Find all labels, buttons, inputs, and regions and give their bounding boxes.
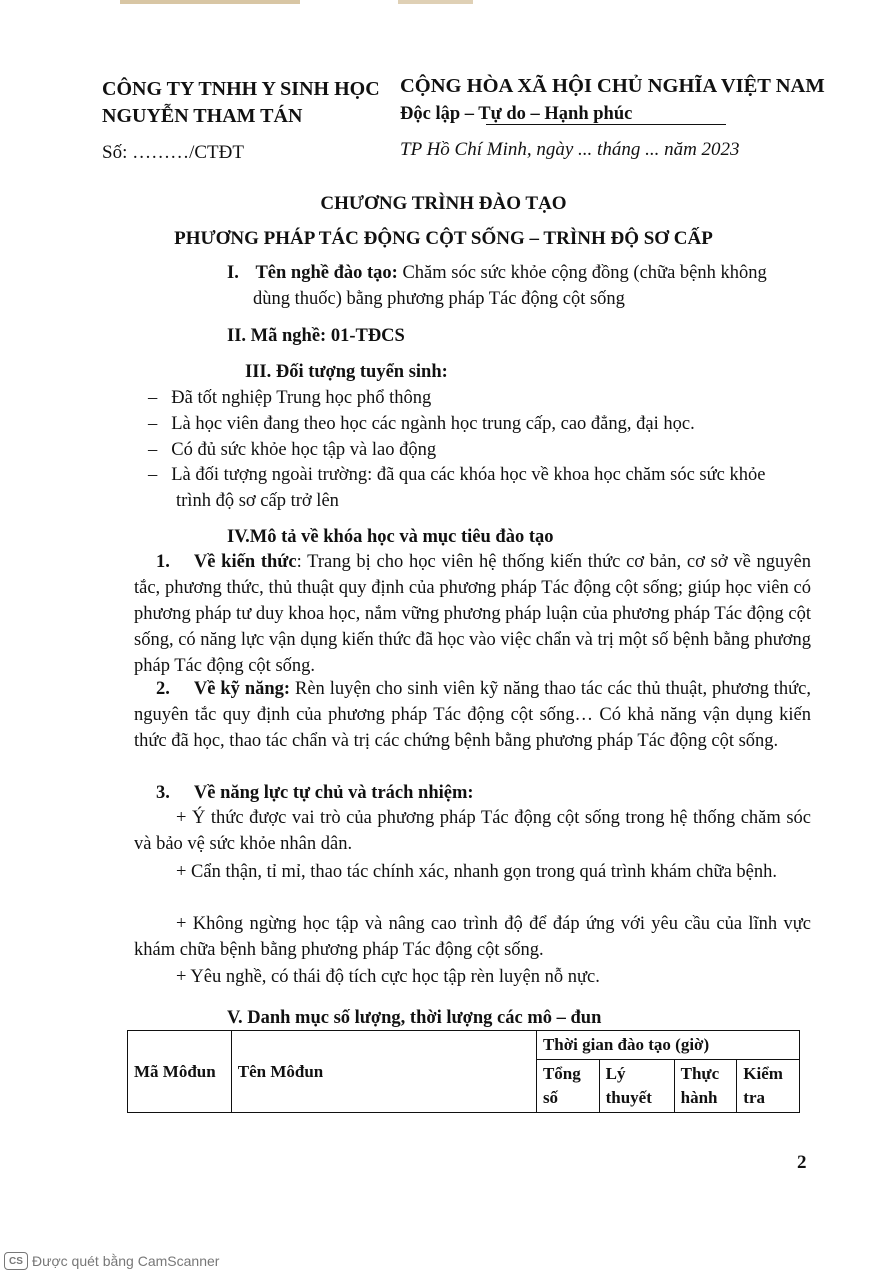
section-1-number: I. <box>227 263 239 283</box>
scan-edge-mark <box>398 0 473 4</box>
section-2-value: 01-TĐCS <box>330 326 405 346</box>
program-subtitle: PHƯƠNG PHÁP TÁC ĐỘNG CỘT SỐNG – TRÌNH ĐỘ SƠ CẤP <box>174 228 713 249</box>
scanner-watermark <box>4 1252 219 1270</box>
section-2 <box>227 323 405 349</box>
list-item: – Là học viên đang theo học các ngành học trung cấp, cao đẳng, đại học. <box>148 414 695 434</box>
section-5-heading: V. Danh mục số lượng, thời lượng các mô – đun <box>227 1008 602 1028</box>
col-header-code: Mã Môđun <box>128 1031 232 1113</box>
scan-edge-mark <box>120 0 300 4</box>
national-motto-text: Độc lập – Tự do – Hạnh phúc <box>400 104 633 124</box>
document-number: Số: ………/CTĐT <box>102 142 244 163</box>
scanner-watermark-text: Được quét bằng CamScanner <box>32 1253 220 1269</box>
autonomy-bullet: + Yêu nghề, có thái độ tích cực học tập rèn luyện nỗ nực. <box>176 967 600 987</box>
autonomy-bullet: + Cẩn thận, tỉ mỉ, thao tác chính xác, nhanh gọn trong quá trình khám chữa bệnh. <box>176 862 778 882</box>
national-motto <box>400 104 632 125</box>
company-name-line1: CÔNG TY TNHH Y SINH HỌC <box>102 78 380 100</box>
module-table <box>127 1030 800 1113</box>
section-1-text-line2: dùng thuốc) bằng phương pháp Tác động cột sống <box>253 289 625 309</box>
col-header-practice: Thực hành <box>674 1060 737 1113</box>
nation-title: CỘNG HÒA XÃ HỘI CHỦ NGHĨA VIỆT NAM <box>400 75 825 97</box>
program-title: CHƯƠNG TRÌNH ĐÀO TẠO <box>320 193 567 214</box>
autonomy-bullet: + Ý thức được vai trò của phương pháp Tác động cột sống trong hệ thống chăm sóc và bảo vệ sức khỏe nhân dân. <box>134 808 811 854</box>
col-header-total: Tổng số <box>536 1060 599 1113</box>
col-header-name: Tên Môđun <box>231 1031 536 1113</box>
autonomy-heading: 3. Về năng lực tự chủ và trách nhiệm: <box>156 783 474 803</box>
company-name-line2: NGUYỄN THAM TÁN <box>102 105 303 127</box>
col-header-time: Thời gian đào tạo (giờ) <box>536 1031 799 1060</box>
place-date: TP Hồ Chí Minh, ngày ... tháng ... năm 2023 <box>400 139 740 160</box>
section-1-label: Tên nghề đào tạo: <box>255 263 398 283</box>
section-4-heading: IV.Mô tả về khóa học và mục tiêu đào tạo <box>227 527 554 547</box>
col-header-test: Kiểm tra <box>737 1060 800 1113</box>
section-3-heading: III. Đối tượng tuyển sinh: <box>245 362 448 382</box>
knowledge-paragraph: 1. Về kiến thức: Trang bị cho học viên hệ thống kiến thức cơ bản, cơ sở về nguyên tắc, phương thức, thủ thuật quy định của phương pháp Tác động cột sống; giúp học viên có phương pháp tư duy khoa học, nắm vững phương pháp luận của phương pháp Tác động cột sống, có năng lực vận dụng kiến thức đã học vào việc chẩn và trị một số bệnh bằng phương pháp Tác động cột sống. <box>134 552 811 676</box>
section-1 <box>227 260 767 286</box>
page-number: 2 <box>797 1152 807 1173</box>
list-item: – Có đủ sức khỏe học tập và lao động <box>148 440 437 460</box>
list-item: – Là đối tượng ngoài trường: đã qua các khóa học về khoa học chăm sóc sức khỏe <box>148 465 766 485</box>
autonomy-bullet: + Không ngừng học tập và nâng cao trình độ để đáp ứng với yêu cầu của lĩnh vực khám chữa bệnh bằng phương pháp Tác động cột sống. <box>134 914 811 960</box>
motto-underline <box>486 124 726 125</box>
list-item-continued: trình độ sơ cấp trở lên <box>176 491 339 511</box>
section-1-text: Chăm sóc sức khỏe cộng đồng (chữa bệnh không <box>402 263 767 283</box>
section-2-label: II. Mã nghề: <box>227 326 327 346</box>
col-header-theory: Lý thuyết <box>599 1060 674 1113</box>
camscanner-logo-icon: CS <box>4 1252 28 1270</box>
skills-paragraph: 2. Về kỹ năng: Rèn luyện cho sinh viên kỹ năng thao tác các thủ thuật, phương thức, nguyên tắc quy định của phương pháp Tác động cột sống… Có khả năng vận dụng kiến thức đã học, thao tác chẩn và trị các chứng bệnh bằng phương pháp Tác động cột sống. <box>134 679 811 751</box>
list-item: – Đã tốt nghiệp Trung học phổ thông <box>148 388 432 408</box>
